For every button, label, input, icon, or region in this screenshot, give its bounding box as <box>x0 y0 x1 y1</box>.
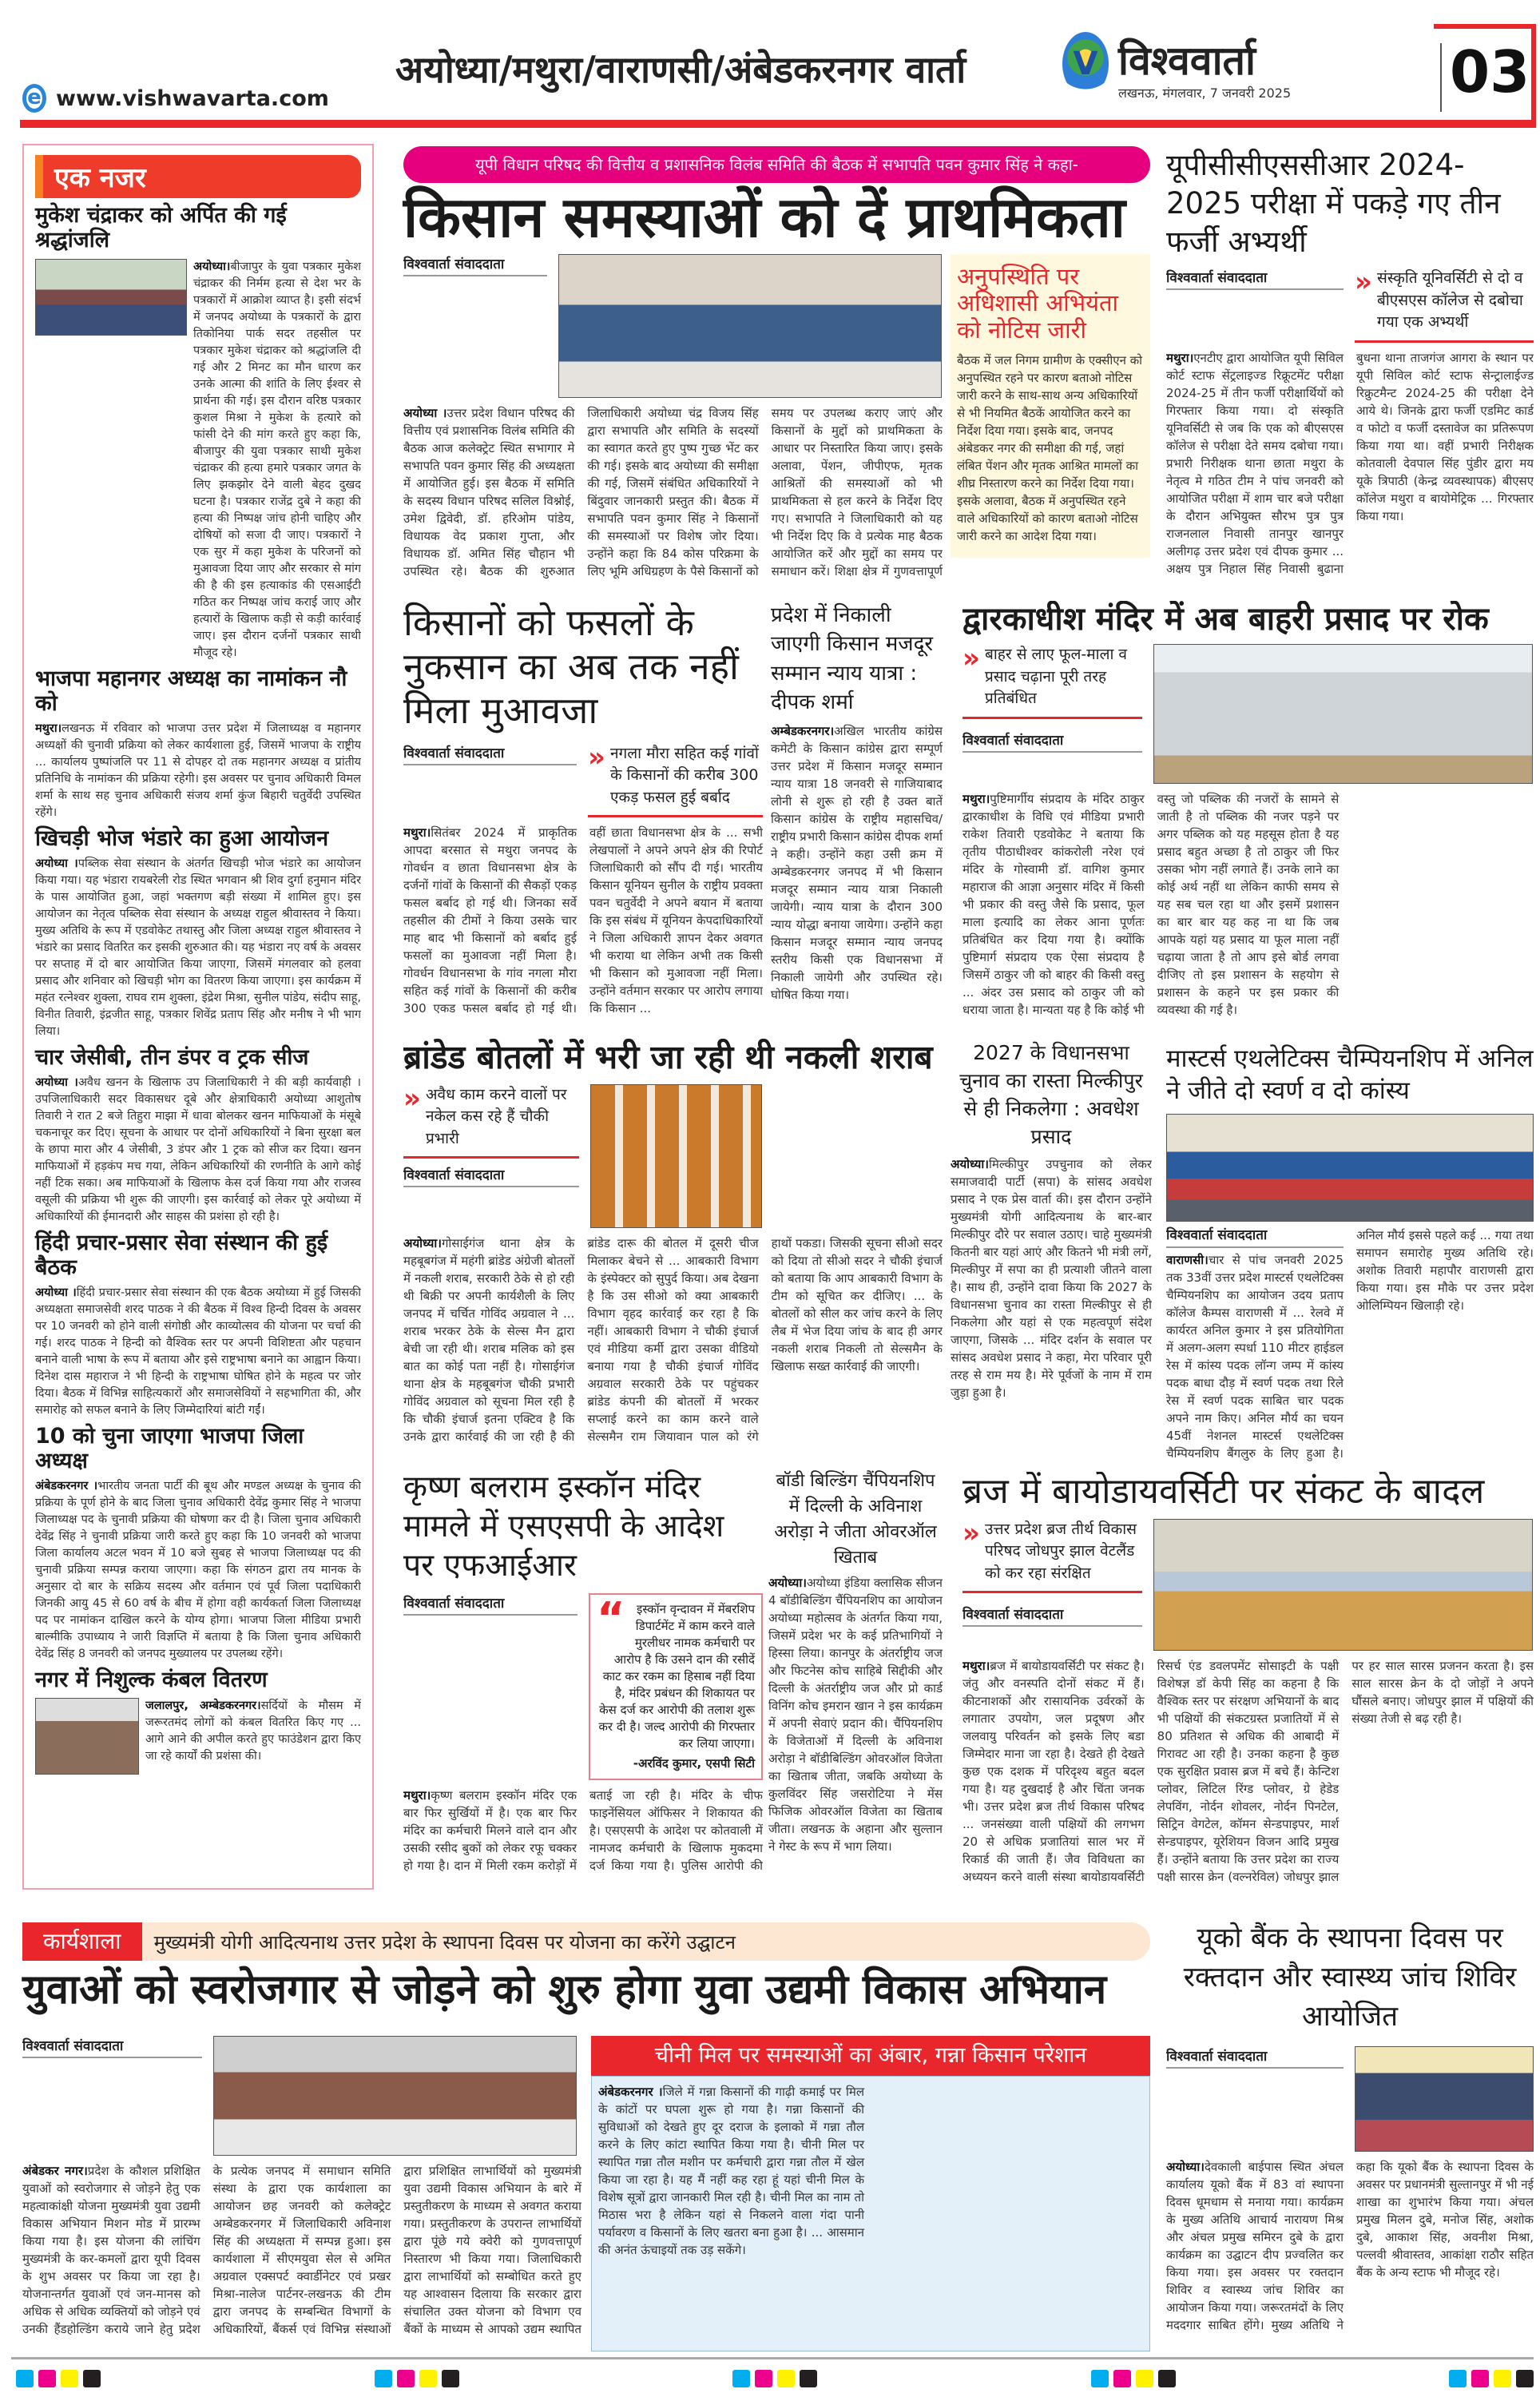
karyashala-kicker: मुख्यमंत्री योगी आदित्यनाथ उत्तर प्रदेश के स्थापना दिवस पर योजना का करेंगे उद्घाटन <box>153 1931 736 1954</box>
notice-title: अनुपस्थिति पर अधिशासी अभियंता को नोटिस जारी <box>957 263 1118 344</box>
story-title: नगर में निशुल्क कंबल वितरण <box>35 1668 268 1693</box>
byline: विश्ववार्ता संवाददाता <box>963 1604 1142 1627</box>
story-text: पुष्टिमार्गीय संप्रदाय के मंदिर ठाकुर द्वारकाधीश के विधि एवं मीडिया प्रभारी राकेश तिवारी एडवोकेट ने बताया कि तृतीय पीठाधीश्वर कांकरोली नरेश एवं मंदिर के गोस्वामी डॉ. वागिश कुमार महाराज की आज्ञा अनुसार मंदिर में किसी भी प्रकार की वस्तु जैसे कि प्रसाद, फूल माला इत्यादि का लेकर आना पूर्णतः प्रतिबंधित कर दिया गया है। क्योंकि पुष्टिमार्ग संप्रदाय एक ऐसा संप्रदाय है जिसमें ठाकुर जी को बाहर की किसी वस्तु ... अंदर उस प्रसाद को ठाकुर जी को धराया जाता है। मान्यता यह है कि कोई भी वस्तु जो पब्लिक की नजरों के सामने से जाती है तो पब्लिक की नजर पड़ने पर अगर पब्लिक को यह महसूस होता है यह प्रसाद बहुत अच्छा है तो ठाकुर जी फिर उसका भोग नहीं लगाते हैं। उनके लाने का कोई अर्थ नहीं था लेकिन काफी समय से यह सब चल रहा था और इसमें प्रशासन का बार बार यह कह ना था कि जब आपके यहां यह प्रसाद या फूल माला नहीं चढ़ाया जाता है तो आप इसे बोर्ड लगवा दीजिए तो इस प्रशासन के सहयोग से प्रशासन के कहने पर इस प्रकार की व्यवस्था की गई है। <box>963 792 1340 1017</box>
lead-story <box>403 254 943 594</box>
workshop-photo <box>213 2036 577 2156</box>
notice-text: बैठक में जल निगम ग्रामीण के एक्सीएन को अनुपस्थित रहने पर कारण बताओ नोटिस जारी करने के साथ-साथ अन्य अधिकारियों से भी नियमित बैठकें आयोजित करने का निर्देश दिया गया। इसके बाद, जनपद अंबेडकर नगर की समीक्षा की गई, जहां लंबित पेंशन और मृतक आश्रित मामलों का शीघ्र निस्तारण करने का निर्देश दिया गया। इसके अलावा, बैठक में अनुपस्थित रहने वाले अधिकारियों को कारण बताओ नोटिस जारी करने का आदेश दिया गया। <box>957 353 1143 544</box>
dateline-place: अयोध्या। <box>951 1157 989 1171</box>
quote-icon: “ <box>597 1593 625 1644</box>
dateline-place: अयोध्या। <box>193 260 231 274</box>
story-text: अवैध खनन के खिलाफ उप जिलाधिकारी ने की बड़ी कार्यवाही । उपजिलाधिकारी सदर विकासधर दूबे और क्षेत्राधिकारी अयोध्या आशुतोष तिवारी ने रात 2 बजे तिहुरा माझा में धावा बोलकर खनन माफियाओं के मंसूबे चकनाचूर कर दिए। सूचना के आधार पर दोनों अधिकारियों ने बिना सुरक्षा बल के छापा मारा और 4 जेसीबी, 3 डंपर और 1 ट्रक को सीज कर दिया। खनन माफियाओं में हड़कंप मच गया, लेकिन अधिकारियों की रणनीति के आगे कोई नहीं टिक सका। अब माफियाओं के खिलाफ केस दर्ज किया गया और राजस्व वसूली की प्रक्रिया भी शुरू की जाएगी। इस कार्रवाई को लेकर पूरे अयोध्या में अधिकारियों की ईमानदारी और साहस की प्रशंसा हो रही है। <box>35 1076 361 1224</box>
paper-logo: V <box>1062 32 1109 96</box>
story-text <box>963 790 1534 1024</box>
story <box>35 666 361 821</box>
story-text <box>1166 2158 1534 2351</box>
dateline-place: मथुरा। <box>1166 350 1194 365</box>
yuva-headline: युवाओं को स्वरोजगार से जोड़ने को शुरु होगा युवा उद्यमी विकास अभियान <box>22 1966 1107 2013</box>
karyashala-label: कार्यशाला <box>22 1922 142 1961</box>
website-url[interactable]: www.vishwavarta.com <box>56 86 329 111</box>
story-subhead: » नगला मौरा सहित कई गांवों के किसानों की करीब 300 एकड़ फसल हुई बर्बाद <box>588 743 763 818</box>
page-number: 03 <box>1450 38 1530 105</box>
dateline-place: अयोध्या । <box>35 1286 77 1300</box>
fake-liquor-story <box>403 1039 943 1462</box>
paper-name: विश्ववार्ता <box>1118 38 1256 84</box>
story-text: सितंबर 2024 में प्राकृतिक आपदा बरसात से मथुरा जनपद के गोवर्धन व छाता विधानसभा क्षेत्र के दर्जनों गांवों के किसानों की सैकड़ों एकड़ फसल बर्बाद हो गई थी। जिनका सर्वे तहसील की टीमों ने किया उसके चार माह बाद भी किसानों को बर्बाद हुई फसलों का मुआवजा नहीं मिला है। गोवर्धन विधानसभा के गांव नगला मौरा सहित कई गांवों के किसानों की करीब 300 एकड फसल बर्बाद हो गई थी। वहीं छाता विधानसभा क्षेत्र के ... सभी लेखपालों ने अपने अपने क्षेत्र की रिपोर्ट जिलाधिकारी को सौंप दी गई। भारतीय किसान यूनियन सुनील के राष्ट्रीय प्रवक्ता पवन चतुर्वेदी ने अपने बयान में बताया कि इस संबंध में यूनियन केपदाधिकारियों ने जिला अधिकारी ज्ञापन देकर अवगत भी कराया था लेकिन अभी तक किसी भी किसान को मुआवजा नहीं मिला। उन्होंने वर्तमान सरकार पर आरोप लगाया कि किसान ... <box>403 825 763 1016</box>
dateline-place: मथुरा। <box>963 792 990 806</box>
masters-athletics-story <box>1166 1043 1534 1462</box>
wetland-photo <box>1153 1519 1533 1651</box>
cmyk-swatch <box>1449 2370 1534 2387</box>
story <box>35 826 361 1040</box>
dateline-place: मथुरा। <box>963 1658 990 1673</box>
byline: विश्ववार्ता संवाददाता <box>1166 268 1344 290</box>
story-title: मुकेश चंद्राकर को अर्पित की गई श्रद्धांजलि <box>35 203 287 253</box>
lead-text <box>403 404 943 594</box>
meeting-photo <box>558 254 942 398</box>
byline: विश्ववार्ता संवाददाता <box>403 1593 578 1616</box>
header-rule <box>20 120 1536 128</box>
quote-text: इस्कॉन वृन्दावन में मेंबरशिप डिपार्टमेंट में काम करने वाले मुरलीधर नामक कर्मचारी पर आरोप है कि उसने दान की रसीदें काट कर रकम का हिसाब नहीं दिया है, मंदिर प्रबंधन की शिकायत पर केस दर्ज कर आरोपी की तलाश शुरू कर दी है। जल्द आरोपी की गिरफ्तार कर लिया जाएगा। <box>598 1602 755 1751</box>
story-title: द्वारकाधीश मंदिर में अब बाहरी प्रसाद पर रोक <box>963 601 1489 638</box>
browser-icon: e <box>22 84 46 113</box>
story-text <box>963 1657 1534 1895</box>
dateline-place: अंबेडकरनगर । <box>35 1480 98 1493</box>
story-subhead: » अवैध काम करने वालों पर नकेल कस रहे हैं चौकी प्रभारी <box>403 1084 579 1159</box>
deepak-story <box>771 601 943 1024</box>
story-title: ब्रांडेड बोतलों में भरी जा रही थी नकली शराब <box>403 1039 933 1076</box>
story-text: एनटीए द्वारा आयोजित यूपी सिविल कोर्ट स्टाफ सेंट्रलाइज्ड रिक्रूटमेंट परीक्षा 2024-25 में तीन फर्जी परीक्षार्थियों को गिरफ्तार किया गया। दो संस्कृति यूनिवर्सिटी से जब कि एक को बीएसएस कॉलेज से परीक्षा देते समय दबोचा गया। प्रभारी निरीक्षक थाना छाता मथुरा के नेतृत्व मे गठित टीम ने पांच जनवरी को आयोजित परीक्षा में शाम चार बजे परीक्षा के दौरान अभियुक्त सौरभ पुत्र पुत्र राजनलाल निवासी तानपुर खानपुर अलीगढ़ उत्तर प्रदेश एवं दीपक कुमार ... अक्षय पुत्र निहाल सिंह निवासी बुढाना बुधना थाना ताजगंज आगरा के स्थान पर यूपी सिविल कोर्ट स्टाफ सेन्ट्रालाईज्ड रिक्रुटमैन्ट 2024-25 की परीक्षा देने आये थे। जिनके द्वारा फर्जी एडमिट कार्ड व फोटो व फर्जी दस्तावेज का प्रतिरूपण किया गया था। वहीं प्रभारी निरीक्षक कोतवाली देवपाल सिंह पुंडीर द्वारा मय यूके त्रिपाठी (केन्द्र व्यवस्थापक) बीएसए कॉलेज मथुरा व बायोमेट्रिक ... गिरफ्तार किया गया। <box>1166 350 1534 576</box>
dateline-place: अयोध्या। <box>768 1575 807 1590</box>
dateline-place: अम्बेडकरनगर। <box>771 723 835 738</box>
dateline-place: मथुरा। <box>403 825 431 841</box>
box-title: चीनी मिल पर समस्याओं का अंबार, गन्ना किसान परेशान <box>591 2036 1150 2076</box>
dateline-place: अयोध्या। <box>1166 2160 1205 2174</box>
byline: विश्ववार्ता संवाददाता <box>1166 2046 1344 2069</box>
sugar-mill-box <box>591 2036 1150 2351</box>
story-subhead: » संस्कृति यूनिवर्सिटी से दो व बीएसएस कॉलेज से दबोचा गया एक अभ्यर्थी <box>1355 268 1534 343</box>
cmyk-swatch <box>732 2370 817 2387</box>
byline: विश्ववार्ता संवाददाता <box>22 2036 202 2058</box>
story-title: बॉडी बिल्डिंग चैंपियनशिप में दिल्ली के अविनाश अरोड़ा ने जीता ओवरऑल खिताब <box>774 1471 937 1568</box>
story-title: मास्टर्स एथलेटिक्स चैम्पियनशिप में अनिल ने जीते दो स्वर्ण व दो कांस्य <box>1166 1044 1534 1106</box>
dateline-place: जलालपुर, अम्बेडकरनगर। <box>145 1699 261 1712</box>
dateline-place: मथुरा। <box>35 722 62 736</box>
dateline-place: वाराणसी। <box>1166 1252 1209 1267</box>
registration-marks <box>16 2370 1534 2387</box>
story-title: कृष्ण बलराम इस्कॉन मंदिर मामले में एसएसपी के आदेश पर एफआईआर <box>403 1469 724 1584</box>
cmyk-swatch <box>16 2370 101 2387</box>
story-title: यूपीसीसीएससीआर 2024-2025 परीक्षा में पकड़े गए तीन फर्जी अभ्यर्थी <box>1166 148 1501 260</box>
story-title: प्रदेश में निकाली जाएगी किसान मजदूर सम्मान न्याय यात्रा : दीपक शर्मा <box>771 603 934 715</box>
notice-box <box>951 254 1150 558</box>
athletes-photo <box>1166 1114 1534 1222</box>
story-text: देवकाली बाईपास स्थित अंचल कार्यालय यूको बैंक में 83 वां स्थापना दिवस धूमधाम से मनाया गया। कार्यक्रम के मुख्य अतिथि आचार्य नारायण मिश्र और अंचल प्रमुख समिरन दुबे के द्वारा कार्यक्रम का उद्घाटन दीप प्रज्वलित कर किया गया। इस अवसर पर रक्तदान शिविर व स्वास्थ्य जांच शिविर का आयोजन किया गया। जरूरतमंदों के लिए मददगार साबित होंगे। मुख्य अतिथि ने कहा कि यूको बैंक के स्थापना दिवस के अवसर पर प्रधानमंत्री सुल्तानपुर में भी नई शाखा का शुभारंभ किया गया। अंचल प्रमुख मिलन दुबे, मनोज सिंह, अशोक दुबे, आकाश सिंह, अवनीश मिश्रा, पल्लवी श्रीवास्तव, आकांक्षा राठौर सहित बैंक के अन्य स्टाफ भी मौजूद रहे। <box>1166 2160 1534 2332</box>
ribbon-cutting-photo <box>1355 2046 1534 2152</box>
yuva-story <box>22 2036 581 2351</box>
story-text: अखिल भारतीय कांग्रेस कमेटी के किसान कांग्रेस द्वारा सम्पूर्ण उत्तर प्रदेश में किसान मजदूर सम्मान न्याय यात्रा 18 जनवरी से गाजियाबाद लोनी से शुरू हो रही है उक्त बातें किसान कांग्रेस के राष्ट्रीय महासचिव/राष्ट्रीय प्रभारी किसान कांग्रेस दीपक शर्मा ने कही। उन्होंने कहा उसी क्रम में अम्बेडकरनगर जनपद में भी किसान मजदूर सम्मान न्याय यात्रा निकाली जायेगी। न्याय यात्रा के दौरान 300 न्याय योद्धा बनाया जायेगा। उन्होंने कहा किसान मजदूर सम्मान न्याय जनपद स्तरीय किसी एक विधानसभा में निकाली जायेगी और उपस्थित रहे। घोषित किया गया। <box>771 723 943 1002</box>
lead-headline: किसान समस्याओं को दें प्राथमिकता <box>403 185 1125 250</box>
dateline-place: अयोध्या । <box>35 857 78 871</box>
story-text <box>22 2162 581 2351</box>
dateline-place: अयोध्या । <box>403 406 447 420</box>
story-title: 2027 के विधानसभा चुनाव का रास्ता मिल्कीपुर से ही निकलेगा : अवधेश प्रसाद <box>959 1041 1143 1148</box>
quote-box <box>589 1593 763 1780</box>
story-text: बीजापुर के युवा पत्रकार मुकेश चंद्राकर की निर्मम हत्या से देश भर के पत्रकारों में आक्रोश व्याप्त है। इसी संदर्भ में जनपद अयोध्या के पत्रकारों के द्वारा तिकोनिया पार्क सदर तहसील पर पत्रकार मुकेश चंद्राकर को श्रद्धांजलि दी गई और 2 मिनट का मौन धारण कर उनके आत्मा की शांति के लिए ईश्वर से प्रार्थना की गई। इस दौरान वरिष्ठ पत्रकार कुशल मिश्रा ने मुकेश के हत्यारे को फांसी देने की मांग करते हुए कहा कि, बीजापुर की युवा पत्रकार साथी मुकेश चंद्राकर की हत्या हमारे पत्रकार जगत के लिए झकझोर देने वाली बेहद दुखद घटना है। पत्रकार राजेंद्र दुबे ने कहा की हत्या की निष्पक्ष जांच होनी चाहिए और दोषियों को सजा दी जाए। पत्रकारों ने एक सुर में कहा मुकेश के परिजनों को मुआवजा दिया जाए और सरकार से मांग की है की इस हत्याकांड की एसआईटी गठित कर निष्पक्ष जांच कराई जाए और हत्यारों के खिलाफ कड़ी से कड़ी कार्रवाई जाए। इस दौरान दर्जनों पत्रकार साथी मौजूद रहे। <box>193 260 361 660</box>
story-text <box>403 1234 943 1462</box>
dateline-place: अयोध्या। <box>403 1235 442 1250</box>
story-text: सर्दियों के मौसम में जरूरतमंद लोगों को कंबल वितरित किए गए ... आगे आने की अपील करते हुए फाउंडेशन द्वारा किए जा रहे कार्यों की प्रशंसा की। <box>145 1699 361 1763</box>
story-title: 10 को चुना जाएगा भाजपा जिला अध्यक्ष <box>35 1424 304 1474</box>
dwarkadhish-story <box>963 601 1534 1024</box>
story-text: गोसाईगंज थाना क्षेत्र के महबूबगंज में महंगी ब्रांडेड अंग्रेजी बोतलों में नकली शराब, सरकारी ठेके से हो रही थी बिक्री पर अपनी कार्यशैली के लिए जनपद में चर्चित गोविंद अग्रवाल ने ... शराब भरकर ठेके के सेल्स मैन द्वारा बेची जा रही थी। शराब मलिक को इस बात का कोई पता नहीं है। गोसाईगंज थाना क्षेत्र के महबूबगंज चौकी प्रभारी गोविंद अग्रवाल को सूचना मिल रही है कि चौकी इंचार्ज इतना एक्टिव है कि उनके द्वारा कार्रवाई की जा रही है की ब्रांडेड दारू की बोतल में दूसरी चीज मिलाकर बेचने से ... आबकारी विभाग के इंस्पेक्टर को सुपुर्द किया। अब देखना है कि उस सीओ को क्या आबकारी विभाग वृहद कार्रवाई कर रहा है कि नहीं। आबकारी विभाग ने चौकी इंचार्ज एवं मीडिया कर्मी द्वारा उसका वीडियो बनाया गया है चौकी इंचार्ज गोविंद अग्रवाल सरकारी ठेके पर पहुंचकर ब्रांडेड कंपनी की बोतलों में भरकर सप्लाई करने का काम करने वाले सेल्समैन राम जियावान पाल को रंगे हाथों पकडा। जिसकी सूचना सीओ सदर को दिया तो सीओ सदर ने चौकी इंचार्ज को बताया कि आप आबकारी विभाग के टीम को सूचित कर दीजिए। ... के बोतलों को सील कर जांच करने के लिए लैब में भेज दिया जांच के बाद ही अगर नकली शराब निकली तो सेल्समैन के खिलाफ सख्त कार्रवाई की जाएगी। <box>403 1235 943 1444</box>
lead-kicker: यूपी विधान परिषद की वित्तीय व प्रशासनिक विलंब समिति की बैठक में सभापति पवन कुमार सिंह ने कहा- <box>403 146 1150 183</box>
byline: विश्ववार्ता संवाददाता <box>403 1165 579 1187</box>
ek-nazar-label: एक नजर <box>35 155 361 198</box>
story-title: किसानों को फसलों के नुकसान का अब तक नहीं मिला मुआवजा <box>403 601 739 733</box>
story-text: हिंदी प्रचार-प्रसार सेवा संस्थान की एक बैठक अयोध्या में हुई जिसकी अध्यक्षता समाजसेवी शरद पाठक ने की बैठक में विश्व हिन्दी दिवस के अवसर पर 10 जनवरी को होने वाली संगोष्ठी और काव्योत्सव की योजना पर चर्चा की गई। शरद पाठक ने हिन्दी को वैश्विक स्तर पर अपनी विशिष्टता और पहचान बनाने वाली भाषा के रूप में बताया और इसे राष्ट्रभाषा बनाने का आह्वान किया। दिनेश दास महाराज ने भी हिन्दी के राष्ट्रभाषा घोषित होने के महत्व पर जोर दिया। बैठक में विभिन्न साहित्यकारों और समाजसेवियों ने सहभागिता की, और समारोह को सफल बनाने के लिए जिम्मेदारियां बांटी गईं। <box>35 1286 361 1417</box>
dateline-place: अंबेडकरनगर । <box>598 2085 663 2099</box>
story-text: जिले में गन्ना किसानों की गाढ़ी कमाई पर मिल के कांटों पर घपला शुरू हो गया है। गन्ना किसानों की सुविधाओं को देखते हुए दूर दराज के इलाको में गन्ना तौल करने के लिए कांटा स्थापित किया गया है। चीनी मिल पर स्थापित गन्ना तौल मशीन पर कर्मचारी द्वारा गन्ना तौल में खेल किया जा रहा है। यह मैं नहीं कह रहा हूं यहां चीनी मिल के विशेष सूत्रों द्वारा जानकारी मिल रही है। चीनी मिल का नाम तो मिठास भरा है लेकिन यहां से निकलने वाला गंदा पानी पर्यावरण व किसानों के लिए खतरा बना हुआ है। ... आसमान की अनंत ऊंचाइयों तक उड़ सकेंगे। <box>598 2085 864 2257</box>
story-subhead: » उत्तर प्रदेश ब्रज तीर्थ विकास परिषद जोधपुर झाल वेटलैंड को कर रहा संरक्षित <box>963 1519 1142 1594</box>
bottles-photo <box>590 1084 762 1228</box>
karyashala-banner <box>22 1922 1150 1961</box>
story-title: भाजपा महानगर अध्यक्ष का नामांकन नौ को <box>35 666 347 717</box>
story-text: पब्लिक सेवा संस्थान के अंतर्गत खिचड़ी भोज भंडारे का आयोजन किया गया। यह भंडारा रायबरेली रोड स्थित भगवान श्री शिव दुर्गा हनुमान मंदिर के पास आयोजित हुआ, जहां भक्तगण बड़ी संख्या में शामिल हुए। इस आयोजन का नेतृत्व पब्लिक सेवा संस्थान के अध्यक्ष राहुल श्रीवास्तव ने किया। मुख्य अतिथि के रूप में एडवोकेट तथास्तु और जिला अध्यक्ष राहुल श्रीवास्तव ने भंडारे का प्रसाद वितरित कर इसकी शुरुआत की। यह भंडारा नए वर्ष के अवसर पर सप्ताह में दो बार आयोजित किया जाएगा, जिसमें मंगलवार को हलवा प्रसाद और शनिवार को खिचड़ी भोग का वितरण किया जाएगा। इस कार्यक्रम में महंत रत्नेश्वर शुक्ला, राघव राम शुक्ला, इंद्रेश मिश्रा, सुनील पांडेय, संदीप साहू, विनीत तिवारी, इंद्रजीत साहू, पत्रकार शिवेंद्र प्रताप सिंह और मनीष ने भी भाग लिया। <box>35 857 361 1039</box>
dateline-place: अंबेडकर नगर। <box>22 2164 88 2178</box>
story-text: ब्रज में बायोडायवर्सिटी पर संकट है। जंतु और वनस्पति दोनों संकट में हैं। कीटनाशकों और रासायनिक उर्वरकों के लगातार उपयोग, जल प्रदूषण और जलवायु परिवर्तन को इसके लिए बडा जिम्मेदार माना जा रहा है। देखते ही देखते कुछ एक दशक में परिदृश्य बहुत बदल गया है। यह दुखदाई है और चिंता जनक भी। उत्तर प्रदेश ब्रज तीर्थ विकास परिषद ... जनसंख्या वाली पक्षियों की लगभग 20 से अधिक प्रजातियां साल भर में रिकार्ड की जाती हैं। जैव विविधता का अध्ययन करने वाली संस्था बायोडायवर्सिटी रिसर्च एंड डवलपमेंट सोसाइटी के पक्षी विशेषज्ञ डॉ केपी सिंह का कहना है कि वैश्विक स्तर पर संरक्षण अभियानों के बाद भी पक्षियों की संकटग्रस्त प्रजातियों में से 80 प्रतिशत से अधिक की आबादी में गिरावट आ रही है। उनका कहना है कुछ एक सुरक्षित प्रवास ब्रज में बचे हैं। केन्टिश प्लोवर, लिटिल रिंग्ड प्लोवर, ग्रे हेडेड लेपविंग, नोर्दन शोवलर, नोर्दन पिनटेल, सिट्रिन वेगटेल, कॉमन सेन्डपाइपर, मार्श सेन्डपाइपर, यूरेशियन विजन आदि प्रमुख हैं। उन्होंने बताया कि उत्तर प्रदेश का राज्य पक्षी सारस क्रेन (वल्नरेविल) जोधपुर झाल पर हर साल सारस प्रजनन करता है। इस साल सारस क्रेन के दो जोड़ों ने अपने घौंसले बनाए। जोधपुर झाल में पक्षियों की संख्या तेजी से बढ़ रही है। <box>963 1658 1534 1884</box>
story-title: ब्रज में बायोडायवर्सिटी पर संकट के बादल <box>963 1472 1485 1512</box>
story <box>35 1230 361 1419</box>
awadhesh-story <box>951 1039 1152 1462</box>
story-text: लखनऊ में रविवार को भाजपा उत्तर प्रदेश में जिलाध्यक्ष व महानगर अध्यक्षों की चुनावी प्रक्रिया को लेकर कार्यशाला हुई, जिसमें भाजपा के राष्ट्रीय ... कार्यालय पुष्पांजलि पर 11 से दोपहर दो तक महानगर अध्यक्ष व प्रांतीय प्रतिनिधि के नामांकन की प्रक्रिया रहेगी। इस अवसर पर चुनाव अधिकारी विमल शर्मा के साथ सह चुनाव अधिकारी संजय शर्मा कुंज बिहारी चतुर्वेदी उपस्थित रहेंगे। <box>35 722 361 820</box>
upcs-story <box>1166 146 1534 594</box>
quote-author: -अरविंद कुमार, एसपी सिटी <box>633 1756 755 1771</box>
story-title: चार जेसीबी, तीन डंपर व ट्रक सीज <box>35 1045 309 1071</box>
photo <box>35 1698 139 1775</box>
photo <box>35 259 187 336</box>
story-text: अयोध्या इंडिया क्लासिक सीजन 4 बॉडीबिल्डिंग चैंपियनशिप का आयोजन अयोध्या महोत्सव के अंतर्गत किया गया, जिसमें प्रदेश भर के कई प्रतिभागियों ने हिस्सा लिया। कानपुर के अंतर्राष्ट्रीय जज और फिटनेस कोच साहिबे सिद्दीकी और दिल्ली के अंतर्राष्ट्रीय जज और प्रो कार्ड विनिंग कोच इमरान खान ने इस कार्यक्रम में अपनी सेवाएं प्रदान की। चैंपियनशिप के विजेताओं में दिल्ली के अविनाश अरोड़ा ने बॉडीबिल्डिंग ओवरऑल विजेता का खिताब जीता, जबकि अयोध्या के कुलविंदर सिंह जसरोटिया ने मेंस फिजिक ओवरऑल विजेता का खिताब जीता। लखनऊ के अहाना और सुल्तान ने गेस्ट के रूप में भाग लिया। <box>768 1575 943 1854</box>
braj-biodiversity-story <box>963 1472 1534 1895</box>
iskcon-story <box>403 1469 763 1892</box>
byline: विश्ववार्ता संवाददाता <box>403 254 547 276</box>
bodybuilding-story <box>768 1469 943 1892</box>
story-subhead: » बाहर से लाए फूल-माला व प्रसाद चढ़ाना पूरी तरह प्रतिबंधित <box>963 644 1142 719</box>
story <box>35 1424 361 1663</box>
story-text: मिल्कीपुर उपचुनाव को लेकर समाजवादी पार्टी (सपा) के सांसद अवधेश प्रसाद ने एक प्रेस वार्ता की। इस दौरान उन्होंने मुख्यमंत्री योगी आदित्यनाथ के बार-बार मिल्कीपुर दौरे पर सवाल उठाए। चाहे मुख्यमंत्री कितनी बार यहां आएं और कितने भी मंत्री लगें, मिल्कीपुर में सपा का ही प्रत्याशी जीतने वाला है। साथ ही, उन्होंने दावा किया कि 2027 के विधानसभा चुनाव का रास्ता मिल्कीपुर से ही निकलेगा और यहां से एक महत्वपूर्ण संदेश जाएगा, जिसके ... मंदिर दर्शन के सवाल पर सांसद अवधेश प्रसाद ने कहा, मेरा परिवार पूरी तरह से राम मय है। मेरे पूर्वजों के नाम में राम जुड़ा हुआ है। <box>951 1157 1152 1400</box>
page-number-box <box>1434 24 1536 121</box>
byline: विश्ववार्ता संवाददाता <box>1166 1226 1344 1248</box>
story-text: भारतीय जनता पार्टी की बूथ और मण्डल अध्यक्ष के चुनाव की प्रक्रिया के पूर्ण होने के बाद जिला चुनाव अधिकारी देवेंद्र कुमार सिंह ने भाजपा जिलाध्यक्ष पद के चुनावी प्रक्रिया की घोषणा कर दी है। जिला चुनाव अधिकारी देवेंद्र सिंह ने चुनावी प्रक्रिया जारी करते हुए कहा कि 10 जनवरी को भाजपा जिला कार्यालय अटल भवन में 10 बजे सुबह से भाजपा जिलाध्यक्ष पद की चुनावी प्रक्रिया सम्पन्न कराया जाएगा। कहा कि संगठन द्वारा तय मानक के अनुसार दो बार के सक्रिय सदस्य और वर्तमान एवं पूर्व जिला पदाधिकारी जिनकी आयु 45 से 60 वर्ष के बीच में होगा वही कार्यकर्ता जिला जिलाध्यक्ष पद पर नामांकन दाखिल करने के योग्य होगा। भाजपा जिला मीडिया प्रभारी बाल्मीकि उपाध्याय ने जारी विज्ञप्ति में बताया है कि जिला चुनाव अधिकारी देवेंद्र सिंह 8 जनवरी को जनपद मुख्यालय पर उपलब्ध रहेंगे। <box>35 1480 361 1661</box>
story-title: खिचड़ी भोज भंडारे का हुआ आयोजन <box>35 826 329 852</box>
story-title: यूको बैंक के स्थापना दिवस पर रक्तदान और स्वास्थ्य जांच शिविर आयोजित <box>1183 1922 1517 2033</box>
dateline-place: मथुरा। <box>403 1788 431 1803</box>
story <box>35 203 361 662</box>
uco-bank-story <box>1166 1919 1534 2351</box>
dateline-place: अयोध्या । <box>35 1076 78 1090</box>
story-text: कृष्ण बलराम इस्कॉन मंदिर एक बार फिर सुर्खियों में है। एक बार फिर मंदिर का कर्मचारी मिलने वाले दान और उसकी रसीद बुकों को लेकर रफू चक्कर हो गया है। दान में मिली रकम करोड़ों में बताई जा रही है। मंदिर के चीफ फाइनेंसियल ऑफिसर ने शिकायत की है। एसएसपी के आदेश पर कोतवाली में नामजद कर्मचारी के खिलाफ मुकदमा दर्ज किया गया है। पुलिस आरोपी की <box>403 1788 763 1874</box>
story-text: चार से पांच जनवरी 2025 तक 33वीं उत्तर प्रदेश मास्टर्स एथलेटिक्स चैम्पियनशिप का आयोजन उदय प्रताप कॉलेज कैम्पस वाराणसी में ... रेलवे में कार्यरत अनिल कुमार ने इस प्रतियोगिता में अलग-अलग स्पर्धा 110 मीटर हाईडल रेस में कांस्य पदक लॉन्ग जम्प में कांस्य पदक बाधा दौड़ में स्वर्ण पदक तथा रिले रेस में स्वर्ण पदक साबित चार पदक अपने नाम किए। अनिल मौर्य का चयन 45वीं नेशनल मास्टर्स एथलेटिक्स चैम्पियनशिप बैंगलुरु के लिए हुआ है। अनिल मौर्य इससे पहले कई ... गया तथा समापन समारोह मुख्य अतिथि रहे। अशोक तिवारी महापौर वाराणसी द्वारा किया गया। इस मौके पर उत्तर प्रदेश ओलिम्पियन खिलाड़ी रहे। <box>1166 1227 1534 1461</box>
byline: विश्ववार्ता संवाददाता <box>963 730 1142 753</box>
story <box>35 1668 361 1764</box>
ek-nazar-column <box>22 144 374 1890</box>
story-text: प्रदेश के कौशल प्रशिक्षित युवाओं को स्वरोजगार से जोड़ने हेतु एक महत्वाकांक्षी योजना मुख्यमंत्री युवा उद्यमी विकास अभियान मिशन मोड में प्रारम्भ किया गया है। इस योजना की लांचिंग मुख्यमंत्री के कर-कमलों द्वारा यूपी दिवस के शुभ अवसर पर किया जा रहा है। योजनान्तर्गत युवाओं एवं जन-मानस को अधिक से अधिक व्यक्तियों को जोड़ने एवं उनकी हैंडहोल्डिंग कराये जाने हेतु प्रदेश के प्रत्येक जनपद में समाधान समिति संस्था के द्वारा एक कार्यशाला का आयोजन छह जनवरी को कलेक्ट्रेट अम्बेडकरनगर में जिलाधिकारी अविनाश सिंह की अध्यक्षता में सम्पन्न हुआ। इस कार्यशाला में सीएमयुवा सेल से अमित अग्रवाल एक्सपर्ट क्वार्डीनेटर एवं प्रखर मिश्रा-नालेज पार्टनर-लखनऊ की टीम द्वारा जनपद के सम्बन्धित विभागों के अधिकारियों, बैंकर्स एवं विभिन्न संस्थाओं द्वारा प्रशिक्षित लाभार्थियों को मुख्यमंत्री युवा उद्यमी विकास अभियान के बारे में प्रस्तुतीकरण के माध्यम से अवगत कराया गया। प्रस्तुतीकरण के उपरान्त लाभार्थियों द्वारा पूंछे गये क्वेरी को गुणवत्तापूर्ण निस्तारण भी किया गया। जिलाधिकारी द्वारा लाभार्थियों को सम्बोधित करते हुए यह आश्वासन दिलाया कि सरकार द्वारा संचालित उक्त योजना को विभाग एव बैंकों के माध्यम से आपको उद्यम स्थापित <box>22 2164 581 2336</box>
footer-rule <box>11 2357 1534 2359</box>
dateline: लखनऊ, मंगलवार, 7 जनवरी 2025 <box>1118 85 1292 101</box>
story-text: उत्तर प्रदेश विधान परिषद की वित्तीय एवं प्रशासनिक विलंब समिति की बैठक आज कलेक्ट्रेट स्थित सभागार मे सभापति पवन कुमार सिंह की अध्यक्षता में आयोजित हुई। इस बैठक में समिति के सदस्य विधान परिषद सलिल विश्नोई, उमेश द्विवेदी, डॉ. हरिओम पांडेय, विधायक वेद प्रकाश गुप्ता, और विधायक डॉ. अमित सिंह चौहान भी उपस्थित रहे। बैठक की शुरुआत जिलाधिकारी अयोध्या चंद्र विजय सिंह द्वारा सभापति और समिति के सदस्यों का स्वागत करते हुए पुष्प गुच्छ भेंट कर की गई। इसके बाद अयोध्या की समीक्षा की गई, जिसमें संबंधित अधिकारियों ने बिंदुवार जानकारी प्रस्तुत की। बैठक में सभापति पवन कुमार सिंह ने किसानों की समस्याओं पर विशेष जोर दिया। उन्होंने कहा कि 84 कोस परिक्रमा के लिए भूमि अधिग्रहण के पैसे किसानों को समय पर उपलब्ध कराए जाएं और किसानों के मुद्दों को प्राथमिकता के आधार पर निस्तारित किया जाए। इसके अलावा, पेंशन, जीपीएफ, मृतक आश्रितों की समस्याओं को भी प्राथमिकता से हल करने के निर्देश दिए गए। सभापति ने जिलाधिकारी को यह भी निर्देश दिए कि वे प्रत्येक माह बैठक आयोजित करें और मुद्दों का समय पर समाधान करें। शिक्षा क्षेत्र में गुणवत्तापूर्ण <box>403 406 943 578</box>
masthead <box>0 0 1540 132</box>
kisan-story <box>403 601 763 1024</box>
section-title: अयोध्या/मथुरा/वाराणसी/अंबेडकरनगर वार्ता <box>395 48 966 91</box>
byline: विश्ववार्ता संवाददाता <box>403 743 577 765</box>
cmyk-swatch <box>1091 2370 1176 2387</box>
story-title: हिंदी प्रचार-प्रसार सेवा संस्थान की हुई बैठक <box>35 1230 328 1281</box>
temple-photo <box>1153 644 1533 784</box>
story <box>35 1045 361 1226</box>
cmyk-swatch <box>375 2370 459 2387</box>
